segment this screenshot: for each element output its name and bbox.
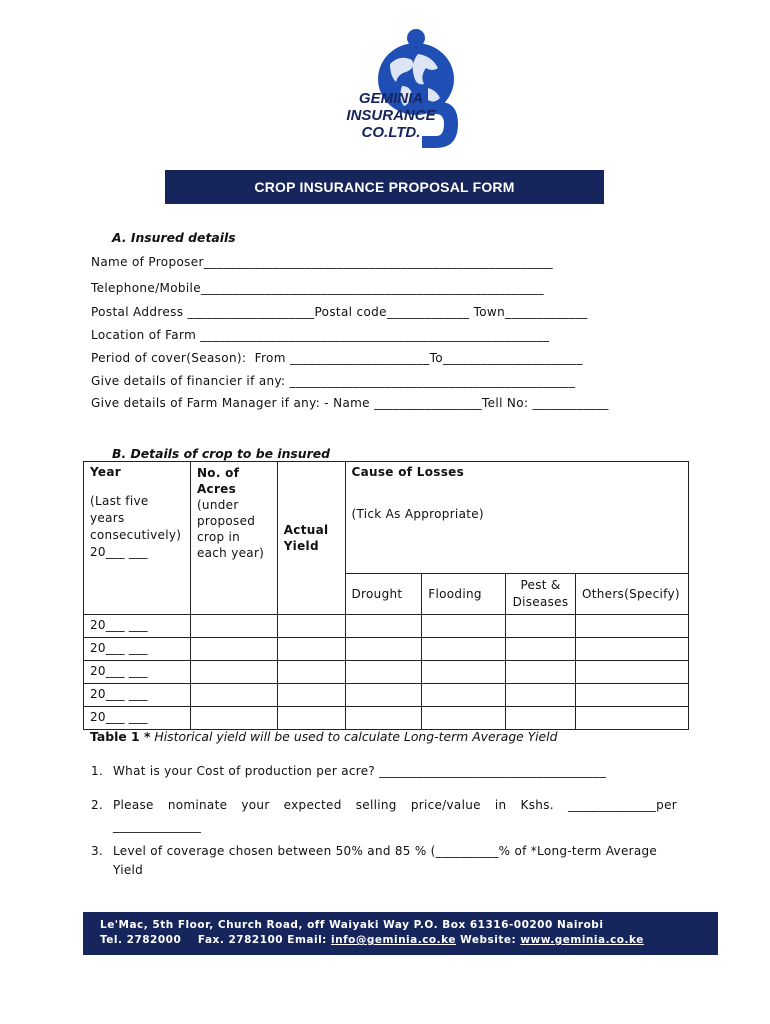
table-cell[interactable] (575, 615, 688, 638)
section-a-heading: A. Insured details (112, 230, 236, 245)
question-text: Please nominate your expected selling price/value in Kshs. ______________per ______________ (113, 798, 677, 833)
question-number: 3. (91, 844, 104, 858)
footer-email-label: Email: (287, 934, 327, 946)
table-cell[interactable] (345, 638, 422, 661)
table-cell[interactable] (190, 661, 277, 684)
footer-email-link[interactable]: info@geminia.co.ke (331, 934, 456, 946)
field-postal-address[interactable]: Postal Address ____________________Postal code_____________ Town_____________ (91, 305, 588, 319)
field-period-of-cover[interactable]: Period of cover(Season): From ______________________To______________________ (91, 351, 583, 365)
table-cell[interactable] (422, 661, 506, 684)
table-cell[interactable] (575, 684, 688, 707)
table-cell[interactable] (422, 684, 506, 707)
footer-contacts (100, 933, 718, 948)
cause-pest-diseases: Pest & Diseases (506, 574, 576, 615)
table-cell[interactable] (190, 638, 277, 661)
year-row-label: 20___ ___ (84, 707, 191, 730)
question-number: 2. (91, 798, 104, 812)
table-cell[interactable] (506, 615, 576, 638)
table-caption-label: Table 1 * (90, 729, 151, 744)
table-cell[interactable] (575, 661, 688, 684)
table-cell[interactable] (422, 707, 506, 730)
table-caption-text: Historical yield will be used to calculate Long-term Average Yield (150, 729, 558, 744)
actual-yield-header: Actual Yield (277, 462, 345, 615)
question-text: Level of coverage chosen between 50% and 85 % (__________% of *Long-term Average Yield (113, 844, 658, 877)
table-cell[interactable] (345, 684, 422, 707)
question-1[interactable] (91, 764, 681, 778)
question-number: 1. (91, 764, 104, 778)
company-logo (318, 24, 468, 154)
crop-details-table (83, 461, 689, 730)
field-farm-manager[interactable]: Give details of Farm Manager if any: - Name _________________Tell No: ____________ (91, 396, 609, 410)
table-cell[interactable] (345, 615, 422, 638)
field-telephone[interactable]: Telephone/Mobile______________________________________________________ (91, 281, 544, 295)
logo-text-line1: GEMINIA (358, 90, 424, 107)
table-cell[interactable] (506, 638, 576, 661)
table-caption (90, 729, 557, 744)
logo-text-line2: INSURANCE (346, 107, 436, 124)
year-header: Year (90, 465, 121, 479)
logo-text-line3: CO.LTD. (361, 124, 421, 141)
cause-drought: Drought (345, 574, 422, 615)
year-row-label: 20___ ___ (84, 661, 191, 684)
year-note: (Last five years consecutively) 20___ ___ (90, 494, 182, 559)
table-cell[interactable] (575, 707, 688, 730)
field-financier[interactable]: Give details of financier if any: _____________________________________________ (91, 374, 576, 388)
table-cell[interactable] (277, 615, 345, 638)
table-cell[interactable] (422, 638, 506, 661)
question-2[interactable] (91, 795, 681, 837)
year-row-label: 20___ ___ (84, 638, 191, 661)
section-b-heading: B. Details of crop to be insured (112, 446, 330, 461)
footer-fax: Fax. 2782100 (197, 934, 284, 946)
question-text: What is your Cost of production per acre? ____________________________________ (113, 764, 606, 778)
table-cell[interactable] (277, 638, 345, 661)
table-cell[interactable] (506, 684, 576, 707)
cause-header-cell (345, 462, 688, 574)
acres-header: No. of Acres (196, 466, 240, 496)
year-row-label: 20___ ___ (84, 684, 191, 707)
acres-header-cell (190, 462, 277, 615)
cause-others: Others(Specify) (575, 574, 688, 615)
field-location-of-farm[interactable]: Location of Farm _______________________________________________________ (91, 328, 550, 342)
form-title: CROP INSURANCE PROPOSAL FORM (165, 170, 604, 204)
table-cell[interactable] (190, 615, 277, 638)
table-cell[interactable] (190, 684, 277, 707)
acres-note: (under proposed crop in each year) (196, 498, 265, 560)
question-3[interactable] (91, 842, 681, 880)
footer-website-label: Website: (460, 934, 517, 946)
footer-contact-bar (83, 912, 718, 955)
table-cell[interactable] (345, 707, 422, 730)
table-cell[interactable] (277, 707, 345, 730)
table-cell[interactable] (506, 707, 576, 730)
year-header-cell (84, 462, 191, 615)
table-cell[interactable] (506, 661, 576, 684)
table-cell[interactable] (277, 661, 345, 684)
footer-tel: Tel. 2782000 (100, 934, 182, 946)
table-cell[interactable] (575, 638, 688, 661)
cause-flooding: Flooding (422, 574, 506, 615)
footer-website-link[interactable]: www.geminia.co.ke (520, 934, 644, 946)
footer-address: Le'Mac, 5th Floor, Church Road, off Waiyaki Way P.O. Box 61316-00200 Nairobi (100, 919, 604, 931)
cause-note: (Tick As Appropriate) (351, 507, 484, 521)
cause-header: Cause of Losses (351, 465, 465, 479)
table-cell[interactable] (422, 615, 506, 638)
table-cell[interactable] (277, 684, 345, 707)
table-cell[interactable] (345, 661, 422, 684)
table-cell[interactable] (190, 707, 277, 730)
field-name-of-proposer[interactable]: Name of Proposer_______________________________________________________ (91, 255, 554, 269)
year-row-label: 20___ ___ (84, 615, 191, 638)
